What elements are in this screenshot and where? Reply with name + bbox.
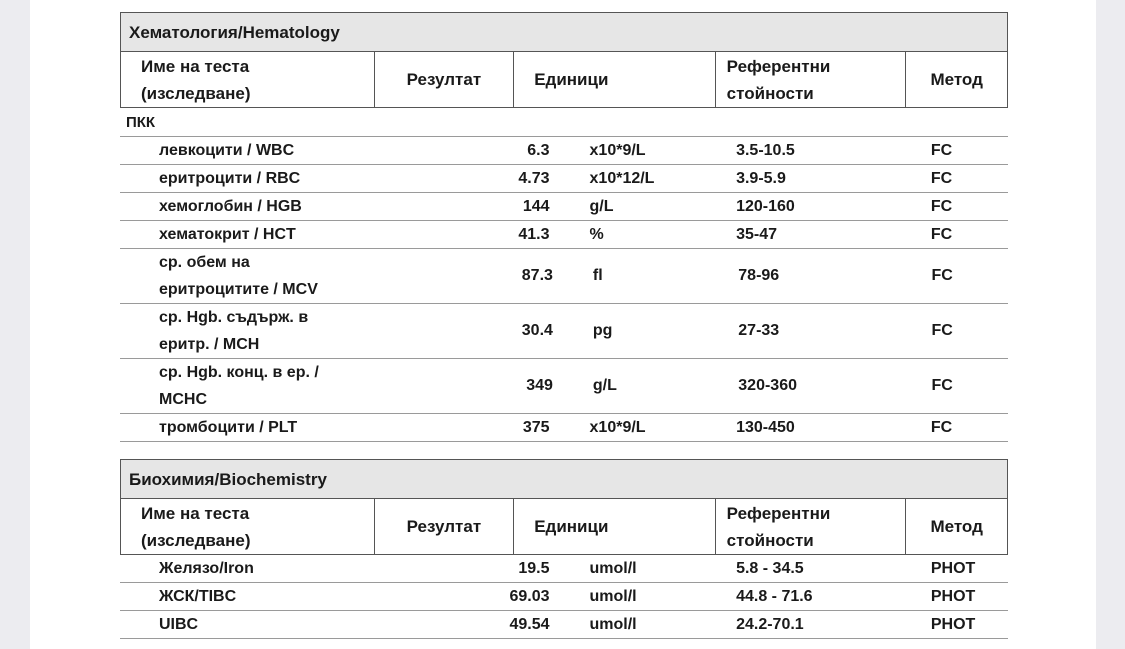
- table-row: [120, 165, 1008, 193]
- table-row: [120, 359, 1008, 414]
- group-label: ПКК: [120, 108, 1008, 137]
- test-reference: 35-47: [736, 225, 777, 243]
- test-result: 49.54: [509, 615, 550, 633]
- test-name: тромбоцити / PLT: [159, 419, 298, 436]
- test-name: UIBC: [159, 616, 199, 633]
- test-reference: 78-96: [738, 267, 780, 284]
- test-reference: 24.2-70.1: [736, 615, 804, 633]
- test-units: fl: [592, 267, 603, 284]
- test-result: 6.3: [527, 141, 550, 159]
- test-method: FC: [930, 418, 953, 436]
- test-name: хемоглобин / HGB: [159, 198, 302, 215]
- test-name: еритроцити / RBC: [159, 170, 301, 187]
- table-row: [120, 414, 1008, 442]
- test-reference: 3.9-5.9: [736, 169, 786, 187]
- test-method: FC: [930, 197, 953, 215]
- test-reference: 5.8 - 34.5: [736, 559, 804, 577]
- header-result: Резултат: [374, 499, 514, 554]
- header-method: Метод: [905, 499, 1007, 554]
- test-method: FC: [930, 225, 953, 243]
- test-result: 19.5: [518, 559, 550, 577]
- table-row: [120, 221, 1008, 249]
- section-title: Хематология/Hematology: [120, 12, 1008, 52]
- test-name: ср. Hgb. съдърж. в еритр. / MCH: [159, 309, 309, 353]
- hematology-rows: [120, 137, 1008, 442]
- test-units: g/L: [592, 377, 617, 394]
- test-units: x10*9/L: [589, 418, 646, 436]
- test-reference: 44.8 - 71.6: [736, 587, 813, 605]
- test-reference: 130-450: [736, 418, 795, 436]
- test-name: хематокрит / HCT: [159, 226, 296, 243]
- header-method: Метод: [905, 52, 1007, 107]
- table-row: [120, 583, 1008, 611]
- test-result: 349: [526, 377, 553, 394]
- test-reference: 120-160: [736, 197, 795, 215]
- test-reference: 320-360: [738, 377, 797, 394]
- hematology-section: [120, 12, 1008, 442]
- test-name: левкоцити / WBC: [159, 142, 295, 159]
- test-method: FC: [931, 377, 953, 394]
- test-method: FC: [930, 141, 953, 159]
- table-header: [120, 499, 1008, 555]
- test-result: 30.4: [521, 322, 553, 339]
- table-row: [120, 555, 1008, 583]
- test-method: PHOT: [930, 587, 976, 605]
- test-name: ЖСК/TIBC: [159, 588, 237, 605]
- test-method: PHOT: [930, 559, 976, 577]
- table-header: [120, 52, 1008, 108]
- table-row: [120, 193, 1008, 221]
- test-name: ср. обем на еритроцитите / MCV: [159, 254, 318, 298]
- test-units: x10*12/L: [589, 169, 655, 187]
- test-method: FC: [931, 267, 953, 284]
- test-reference: 3.5-10.5: [736, 141, 795, 159]
- test-units: g/L: [589, 197, 614, 215]
- table-row: [120, 304, 1008, 359]
- test-units: umol/l: [589, 587, 637, 605]
- test-result: 87.3: [521, 267, 553, 284]
- test-method: FC: [931, 322, 953, 339]
- header-name: Име на теста (изследване): [141, 56, 251, 103]
- test-result: 375: [522, 418, 550, 436]
- document-page: [30, 0, 1096, 649]
- test-result: 144: [522, 197, 550, 215]
- section-title: Биохимия/Biochemistry: [120, 459, 1008, 499]
- table-row: [120, 137, 1008, 165]
- test-name: Желязо/Iron: [159, 560, 254, 577]
- header-result: Резултат: [374, 52, 514, 107]
- test-name: ср. Hgb. конц. в ер. / MCHC: [159, 364, 319, 408]
- test-units: umol/l: [589, 615, 637, 633]
- test-units: %: [589, 225, 604, 243]
- biochemistry-section: [120, 459, 1008, 639]
- test-result: 69.03: [509, 587, 550, 605]
- test-result: 41.3: [518, 225, 550, 243]
- biochemistry-rows: [120, 555, 1008, 639]
- test-method: PHOT: [930, 615, 976, 633]
- test-units: umol/l: [589, 559, 637, 577]
- header-reference: Референтни стойности: [715, 499, 906, 554]
- header-units: Единици: [513, 499, 714, 554]
- test-result: 4.73: [518, 169, 550, 187]
- test-reference: 27-33: [738, 322, 780, 339]
- test-units: pg: [592, 322, 613, 339]
- table-row: [120, 611, 1008, 639]
- header-name: Име на теста (изследване): [141, 503, 251, 550]
- table-row: [120, 249, 1008, 304]
- test-units: x10*9/L: [589, 141, 646, 159]
- test-method: FC: [930, 169, 953, 187]
- header-units: Единици: [513, 52, 714, 107]
- header-reference: Референтни стойности: [715, 52, 906, 107]
